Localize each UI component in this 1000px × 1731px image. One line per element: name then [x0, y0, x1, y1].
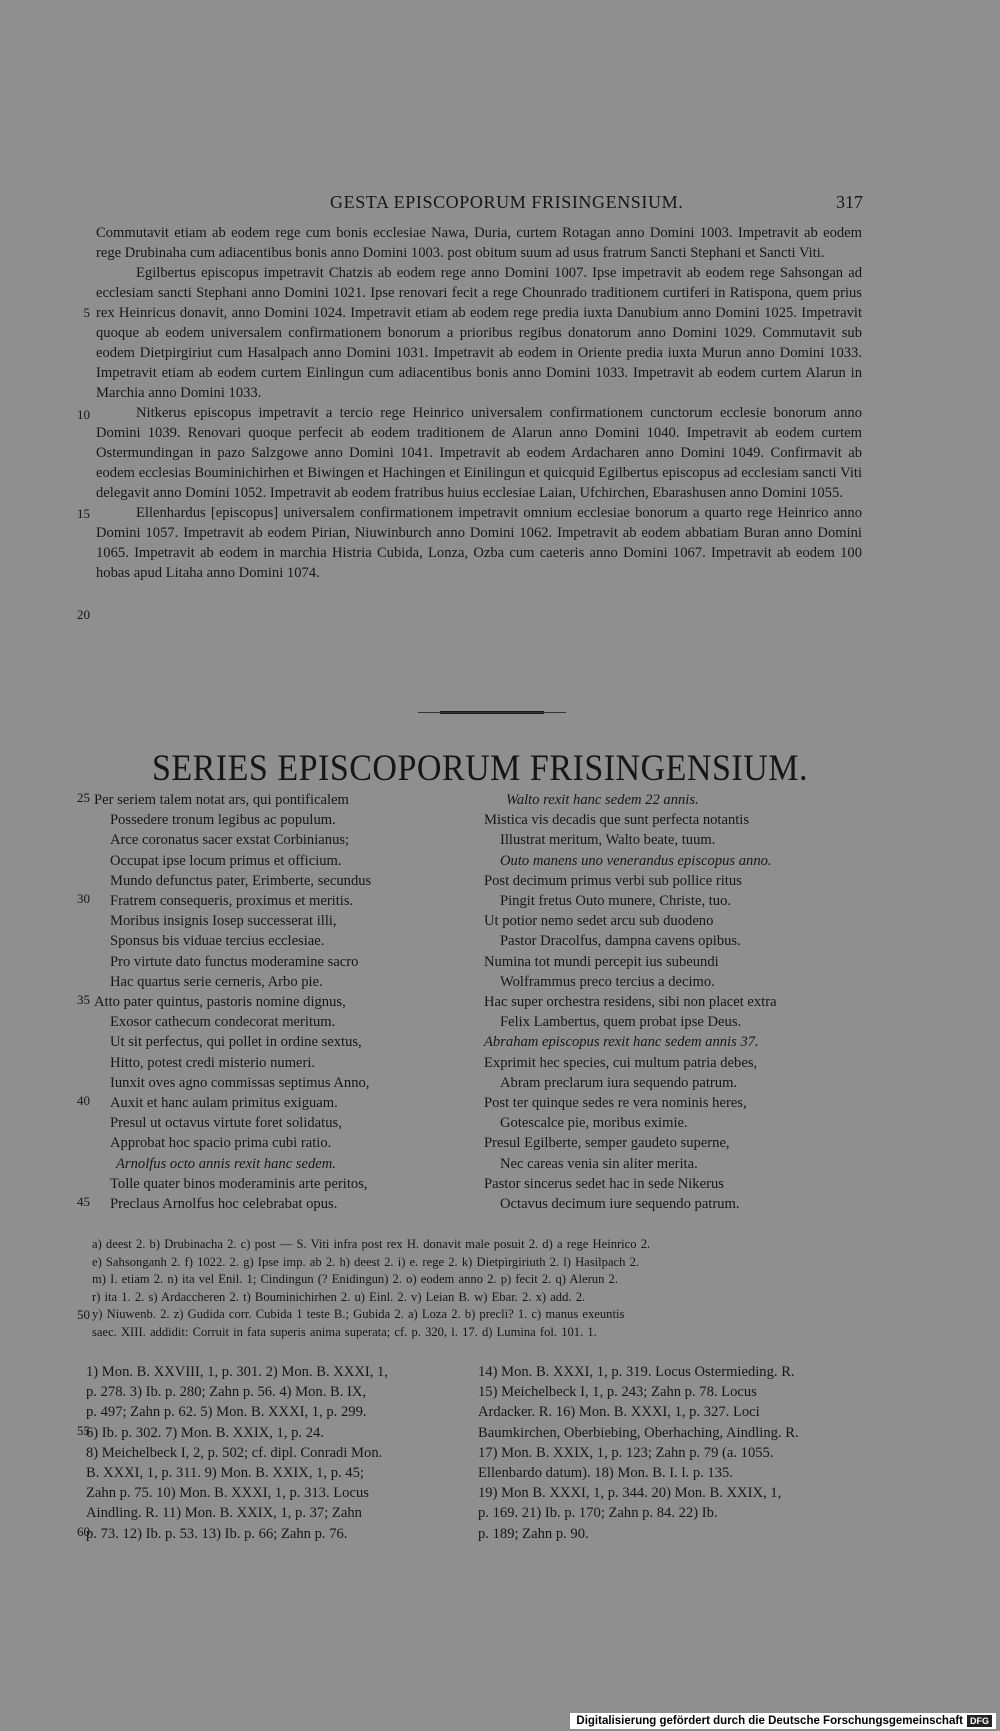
footnote-line: B. XXXI, 1, p. 311. 9) Mon. B. XXIX, 1, p. 45; [86, 1465, 364, 1482]
footnote-line: p. 497; Zahn p. 62. 5) Mon. B. XXXI, 1, p. 299. [86, 1404, 367, 1421]
footnote-line: p. 169. 21) Ib. p. 170; Zahn p. 84. 22) Ib. [478, 1505, 718, 1522]
poem-right-column [484, 790, 864, 1214]
verse-line: Pastor Dracolfus, dampna cavens opibus. [500, 933, 741, 950]
verse-line: Post decimum primus verbi sub pollice ritus [484, 872, 742, 889]
footnote-line: Ellenbardo datum). 18) Mon. B. I. l. p. 135. [478, 1465, 733, 1482]
line-number: 60 [77, 1524, 90, 1539]
critical-apparatus [92, 1236, 858, 1342]
verse-line: Pastor sincerus sedet hac in sede Nikerus [484, 1175, 724, 1192]
verse-line: Abram preclarum iura sequendo patrum. [500, 1074, 738, 1091]
credit-text: Digitalisierung gefördert durch die Deutsche Forschungsgemeinschaft [576, 1715, 963, 1727]
line-number: 30 [77, 891, 90, 906]
verse-rubric: Outo manens uno venerandus episcopus anno. [500, 852, 772, 869]
page-number: 317 [836, 192, 863, 212]
footnote-line: Aindling. R. 11) Mon. B. XXIX, 1, p. 37; Zahn [86, 1505, 362, 1522]
verse-line: Pingit fretus Outo munere, Christe, tuo. [500, 893, 732, 910]
prose-paragraph: Ellenhardus [episcopus] universalem confirmationem impetravit omnium ecclesiae bonorum a quarto rege Heinrico anno Domini 1057. Impetravit ab eodem Pirian, Niuwinburch anno Domini 1062. Impetravit ab eodem abbatiam Buran anno Domini 1065. Impetravit ab eodem in marchia Histria Cubida, Lonza, Ozba cum caeteris anno Domini 1067. Impetravit ab eodem 100 hobas apud Litaha anno Domini 1074. [96, 505, 862, 581]
verse-line: Fratrem consequeris, proximus et meritis. [110, 893, 354, 910]
section-divider [440, 711, 544, 714]
verse-line: Arce coronatus sacer exstat Corbinianus; [110, 832, 350, 849]
footnote-line: p. 73. 12) Ib. p. 53. 13) Ib. p. 66; Zahn p. 76. [86, 1525, 348, 1542]
verse-line: Exprimit hec species, cui multum patria debes, [484, 1054, 758, 1071]
verse-line: Sponsus bis viduae tercius ecclesiae. [110, 933, 325, 950]
footnote-line: Ardacker. R. 16) Mon. B. XXXI, 1, p. 327. Loci [478, 1404, 760, 1421]
prose-paragraph: Egilbertus episcopus impetravit Chatzis ab eodem rege anno Domini 1007. Ipse impetravit ab eodem rege Sahsongan ad ecclesiam sancti Stephani anno Domini 1021. Ipse renovari fecit a rege Chounrado traditionem curtiferi in Ratispona, quem prius rex Heinricus donavit, anno Domini 1024. Impetravit etiam ab eodem rege predia iuxta Danubium anno Domini 1025. Impetravit quoque ab eodem universalem confirmationem bonorum a prioribus regibus donatorum anno Domini 1029. Commutavit sub eodem Dietpirgiriut cum Hasalpach anno Domini 1031. Impetravit ab eodem in Oriente predia iuxta Murun anno Domini 1033. Impetravit etiam ab eodem curtem Einlingun cum adiacentibus bonis anno Domini 1033. Impetravit ab eodem curtem Alarun in Marchia anno Domini 1033. [96, 265, 862, 401]
footnote-line: p. 278. 3) Ib. p. 280; Zahn p. 56. 4) Mon. B. IX, [86, 1384, 367, 1401]
footnote-line: 19) Mon B. XXXI, 1, p. 344. 20) Mon. B. XXIX, 1, [478, 1485, 782, 1502]
verse-line: Presul Egilberte, semper gaudeto superne, [484, 1135, 730, 1152]
verse-line: Iunxit oves agno commissas septimus Anno, [110, 1074, 370, 1091]
apparatus-line: r) ita 1. 2. s) Ardaccheren 2. t) Bouminichirhen 2. u) Einl. 2. v) Leian B. w) Ebar. 2. x) add. 2. [92, 1289, 586, 1304]
footnote-line: 15) Meichelbeck I, 1, p. 243; Zahn p. 78. Locus [478, 1384, 757, 1401]
poem-left-column [94, 790, 454, 1214]
verse-line: Possedere tronum legibus ac populum. [110, 812, 336, 829]
verse-line: Per seriem talem notat ars, qui pontificalem [94, 792, 349, 808]
verse-line: Mundo defunctus pater, Erimberte, secundus [110, 872, 372, 889]
digitization-credit [570, 1713, 996, 1729]
verse-line: Felix Lambertus, quem probat ipse Deus. [500, 1014, 742, 1031]
verse-line: Wolframmus preco tercius a decimo. [500, 973, 715, 990]
apparatus-line: m) I. etiam 2. n) ita vel Enil. 1; Cindingun (? Enidingun) 2. o) eodem anno 2. p) fecit 2. q) Alerun 2. [92, 1272, 618, 1287]
line-number: 10 [77, 407, 90, 422]
prose-paragraph: Commutavit etiam ab eodem rege cum bonis ecclesiae Nawa, Duria, curtem Rotagan anno Domini 1003. Impetravit ab eodem rege Drubinaha cum adiacentibus bonis anno Domini 1003. post obitum suum ad usus fratrum Sancti Stephani et Sancti Viti. [96, 225, 862, 261]
verse-rubric: Walto rexit hanc sedem 22 annis. [506, 792, 699, 808]
line-number: 50 [77, 1307, 90, 1322]
verse-line: Preclaus Arnolfus hoc celebrabat opus. [110, 1196, 338, 1213]
dfg-logo-icon: DFG [967, 1715, 992, 1727]
verse-line: Occupat ipse locum primus et officium. [110, 852, 342, 869]
verse-line: Mistica vis decadis que sunt perfecta notantis [484, 812, 750, 829]
verse-line: Nec careas venia sin aliter merita. [500, 1155, 698, 1172]
verse-rubric: Abraham episcopus rexit hanc sedem annis 37. [484, 1034, 759, 1051]
footnote-line: p. 189; Zahn p. 90. [478, 1525, 589, 1542]
verse-line: Exosor cathecum condecorat meritum. [110, 1014, 336, 1031]
verse-line: Hac super orchestra residens, sibi non placet extra [484, 994, 777, 1011]
line-number: 5 [83, 305, 90, 320]
line-number: 55 [77, 1423, 90, 1438]
footnote-line: 17) Mon. B. XXIX, 1, p. 123; Zahn p. 79 (a. 1055. [478, 1444, 774, 1461]
footnote-line: Baumkirchen, Oberbiebing, Oberhaching, Aindling. R. [478, 1424, 799, 1441]
verse-line: Auxit et hanc aulam primitus exiguam. [110, 1095, 338, 1112]
line-number: 40 [77, 1093, 90, 1108]
prose-paragraph: Nitkerus episcopus impetravit a tercio rege Heinrico universalem confirmationem cunctorum ecclesie bonorum anno Domini 1039. Renovari quoque perfecit ab eodem traditionem de Alarun anno Domini 1040. Impetravit ab eodem curtem Ostermundingan in pazo Salzgowe anno Domini 1041. Impetravit ab eodem Ardacharen anno Domini 1049. Confirmavit ab eodem ecclesias Bouminichirhen et Biwingen et Hachingen et Einilingun et quicquid Egilbertus episcopus ad ecclesiam sancti Viti delegavit anno Domini 1052. Impetravit ab eodem fratribus huius ecclesiae Laian, Ufchirchen, Ebarashusen anno Domini 1055. [96, 405, 862, 501]
line-number: 20 [77, 607, 90, 622]
apparatus-line: saec. XIII. addidit: Corruit in fata superis anima superata; cf. p. 320, l. 17. d) Lumina fol. 101. 1. [92, 1324, 597, 1339]
verse-line: Presul ut octavus virtute foret solidatus, [110, 1115, 342, 1132]
verse-line: Post ter quinque sedes re vera nominis heres, [484, 1095, 747, 1112]
footnotes-right-column [478, 1362, 858, 1544]
verse-line: Atto pater quintus, pastoris nomine dignus, [94, 994, 346, 1011]
verse-rubric: Arnolfus octo annis rexit hanc sedem. [116, 1155, 336, 1172]
verse-line: Pro virtute dato functus moderamine sacro [110, 953, 359, 970]
footnote-line: 6) Ib. p. 302. 7) Mon. B. XXIX, 1, p. 24. [86, 1424, 324, 1441]
footnotes-left-column [86, 1362, 456, 1544]
verse-line: Hitto, potest credi misterio numeri. [110, 1054, 316, 1071]
footnote-line: 1) Mon. B. XXVIII, 1, p. 301. 2) Mon. B. XXXI, 1, [86, 1364, 388, 1380]
footnote-line: 8) Meichelbeck I, 2, p. 502; cf. dipl. Conradi Mon. [86, 1444, 383, 1461]
section-title: SERIES EPISCOPORUM FRISINGENSIUM. [151, 748, 808, 789]
apparatus-line: y) Niuwenb. 2. z) Gudida corr. Cubida 1 teste B.; Gubida 2. a) Loza 2. b) precli? 1. c) manus exeuntis [92, 1307, 625, 1322]
line-number: 35 [77, 992, 90, 1007]
apparatus-line: a) deest 2. b) Drubinacha 2. c) post — S. Viti infra post rex H. donavit male posuit 2. d) a rege Heinrico 2. [92, 1237, 651, 1251]
verse-line: Gotescalce pie, moribus eximie. [500, 1115, 688, 1132]
verse-line: Moribus insignis Iosep successerat illi, [110, 913, 337, 930]
verse-line: Hac quartus serie cerneris, Arbo pie. [110, 973, 323, 990]
footnote-line: Zahn p. 75. 10) Mon. B. XXXI, 1, p. 313. Locus [86, 1485, 369, 1502]
verse-line: Ut sit perfectus, qui pollet in ordine sextus, [110, 1034, 362, 1051]
line-number: 45 [77, 1194, 90, 1209]
apparatus-line: e) Sahsonganh 2. f) 1022. 2. g) Ipse imp. ab 2. h) deest 2. i) e. rege 2. k) Dietpirgiriuth 2. l) Hasilpach 2. [92, 1254, 640, 1269]
running-title: GESTA EPISCOPORUM FRISINGENSIUM. [330, 192, 684, 212]
verse-line: Approbat hoc spacio prima cubi ratio. [110, 1135, 332, 1152]
verse-line: Numina tot mundi percepit ius subeundi [484, 953, 719, 970]
line-number: 25 [77, 790, 90, 805]
verse-line: Ut potior nemo sedet arcu sub duodeno [484, 913, 714, 930]
footnote-line: 14) Mon. B. XXXI, 1, p. 319. Locus Ostermieding. R. [478, 1364, 795, 1380]
verse-line: Tolle quater binos moderaminis arte peritos, [110, 1175, 368, 1192]
line-number: 15 [77, 506, 90, 521]
verse-line: Illustrat meritum, Walto beate, tuum. [500, 832, 716, 849]
verse-line: Octavus decimum iure sequendo patrum. [500, 1196, 740, 1213]
prose-block [96, 223, 862, 583]
